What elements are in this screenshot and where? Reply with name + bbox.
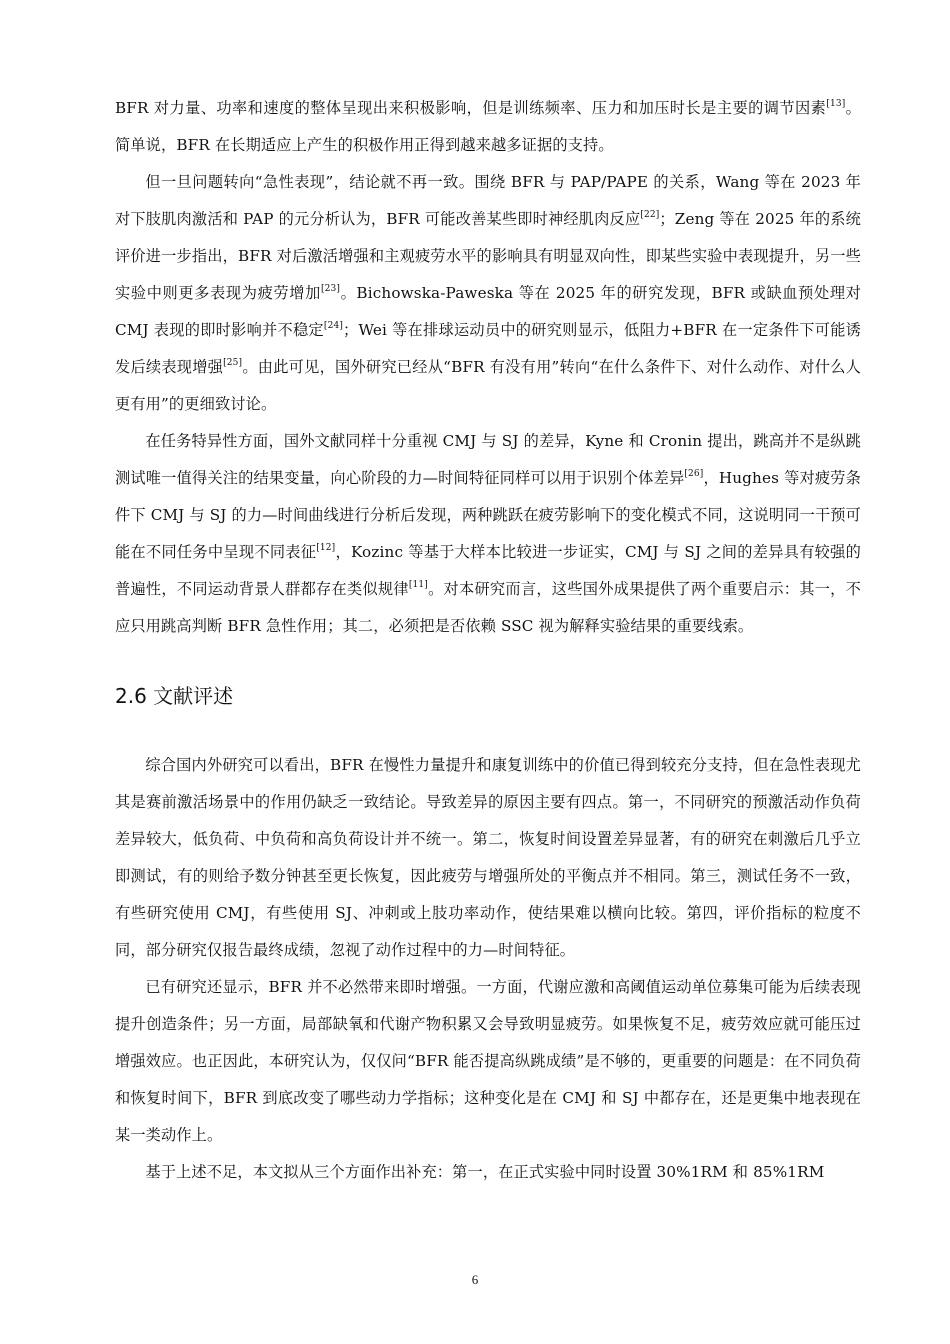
citation-marker: [25] xyxy=(223,357,243,368)
citation-marker: [26] xyxy=(684,468,704,479)
paragraph xyxy=(115,90,861,164)
paragraph-text: 。简单说，BFR 在长期适应上产生的积极作用正得到越来越多证据的支持。 xyxy=(115,99,861,154)
paragraph-text: ；Wei 等在排球运动员中的研究则显示，低阻力+BFR 在一定条件下可能诱发后续表现增强 xyxy=(115,321,862,376)
paragraph xyxy=(115,1154,861,1191)
citation-marker: [24] xyxy=(323,320,343,331)
paragraph-text: ；Zeng 等在 2025 年的系统评价进一步指出，BFR 对后激活增强和主观疲劳水平的影响具有明显双向性，即某些实验中表现提升，另一些实验中则更多表现为疲劳增加 xyxy=(115,210,861,302)
paragraph-text: 已有研究还显示，BFR 并不必然带来即时增强。一方面，代谢应激和高阈值运动单位募集可能为后续表现提升创造条件；另一方面，局部缺氧和代谢产物积累又会导致明显疲劳。如果恢复不足，疲劳效应就可能压过增强效应。也正因此，本研究认为，仅仅问“BFR 能否提高纵跳成绩”是不够的，更重要的问题是：在不同负荷和恢复时间下，BFR 到底改变了哪些动力学指标；这种变化是在 CMJ 和 SJ 中都存在，还是更集中地表现在某一类动作上。 xyxy=(115,978,861,1144)
paragraph xyxy=(115,423,861,645)
page-number: 6 xyxy=(471,1272,479,1287)
paragraph-text: 综合国内外研究可以看出，BFR 在慢性力量提升和康复训练中的价值已得到较充分支持，但在急性表现尤其是赛前激活场景中的作用仍缺乏一致结论。导致差异的原因主要有四点。第一，不同研究的预激活动作负荷差异较大，低负荷、中负荷和高负荷设计并不统一。第二，恢复时间设置差异显著，有的研究在刺激后几乎立即测试，有的则给予数分钟甚至更长恢复，因此疲劳与增强所处的平衡点并不相同。第三，测试任务不一致，有些研究使用 CMJ，有些使用 SJ、冲刺或上肢功率动作，使结果难以横向比较。第四，评价指标的粒度不同，部分研究仅报告最终成绩，忽视了动作过程中的力—时间特征。 xyxy=(115,756,861,959)
section-number: 2.6 xyxy=(115,684,147,708)
paragraph-group-before xyxy=(115,90,861,645)
paragraph xyxy=(115,164,861,423)
paragraph-text: ，Hughes 等对疲劳条件下 CMJ 与 SJ 的力—时间曲线进行分析后发现，两种跳跃在疲劳影响下的变化模式不同，这说明同一干预可能在不同任务中呈现不同表征 xyxy=(115,469,861,561)
paragraph-text: BFR 对力量、功率和速度的整体呈现出来积极影响，但是训练频率、压力和加压时长是主要的调节因素 xyxy=(115,99,827,117)
paragraph-text: ，Kozinc 等基于大样本比较进一步证实，CMJ 与 SJ 之间的差异具有较强的普遍性，不同运动背景人群都存在类似规律 xyxy=(115,543,861,598)
citation-marker: [12] xyxy=(316,542,336,553)
paragraph-text: 在任务特异性方面，国外文献同样十分重视 CMJ 与 SJ 的差异，Kyne 和 Cronin 提出，跳高并不是纵跳测试唯一值得关注的结果变量，向心阶段的力—时间特征同样可以用于识别个体差异 xyxy=(115,432,861,487)
citation-marker: [13] xyxy=(826,98,846,109)
paragraph-text: 。对本研究而言，这些国外成果提供了两个重要启示：其一，不应只用跳高判断 BFR 急性作用；其二，必须把是否依赖 SSC 视为解释实验结果的重要线索。 xyxy=(115,580,861,635)
citation-marker: [23] xyxy=(320,283,341,294)
paragraph-text: 。Bichowska-Paweska 等在 2025 年的研究发现，BFR 或缺血预处理对 CMJ 表现的即时影响并不稳定 xyxy=(115,284,862,339)
citation-marker: [11] xyxy=(408,579,428,590)
paragraph-text: 。由此可见，国外研究已经从“BFR 有没有用”转向“在什么条件下、对什么动作、对什么人更有用”的更细致讨论。 xyxy=(115,358,861,413)
section-heading xyxy=(115,681,861,711)
paragraph-text: 基于上述不足，本文拟从三个方面作出补充：第一，在正式实验中同时设置 30%1RM 和 85%1RM xyxy=(145,1163,825,1181)
citation-marker: [22] xyxy=(640,209,660,220)
paragraph-text: 但一旦问题转向“急性表现”，结论就不再一致。围绕 BFR 与 PAP/PAPE 的关系，Wang 等在 2023 年对下肢肌肉激活和 PAP 的元分析认为，BFR 可能改善某些即时神经肌肉反应 xyxy=(115,173,861,228)
page-body xyxy=(115,90,861,1191)
section-title: 文献评述 xyxy=(153,684,234,708)
paragraph xyxy=(115,969,861,1154)
paragraph-group-after xyxy=(115,747,861,1191)
paragraph xyxy=(115,747,861,969)
